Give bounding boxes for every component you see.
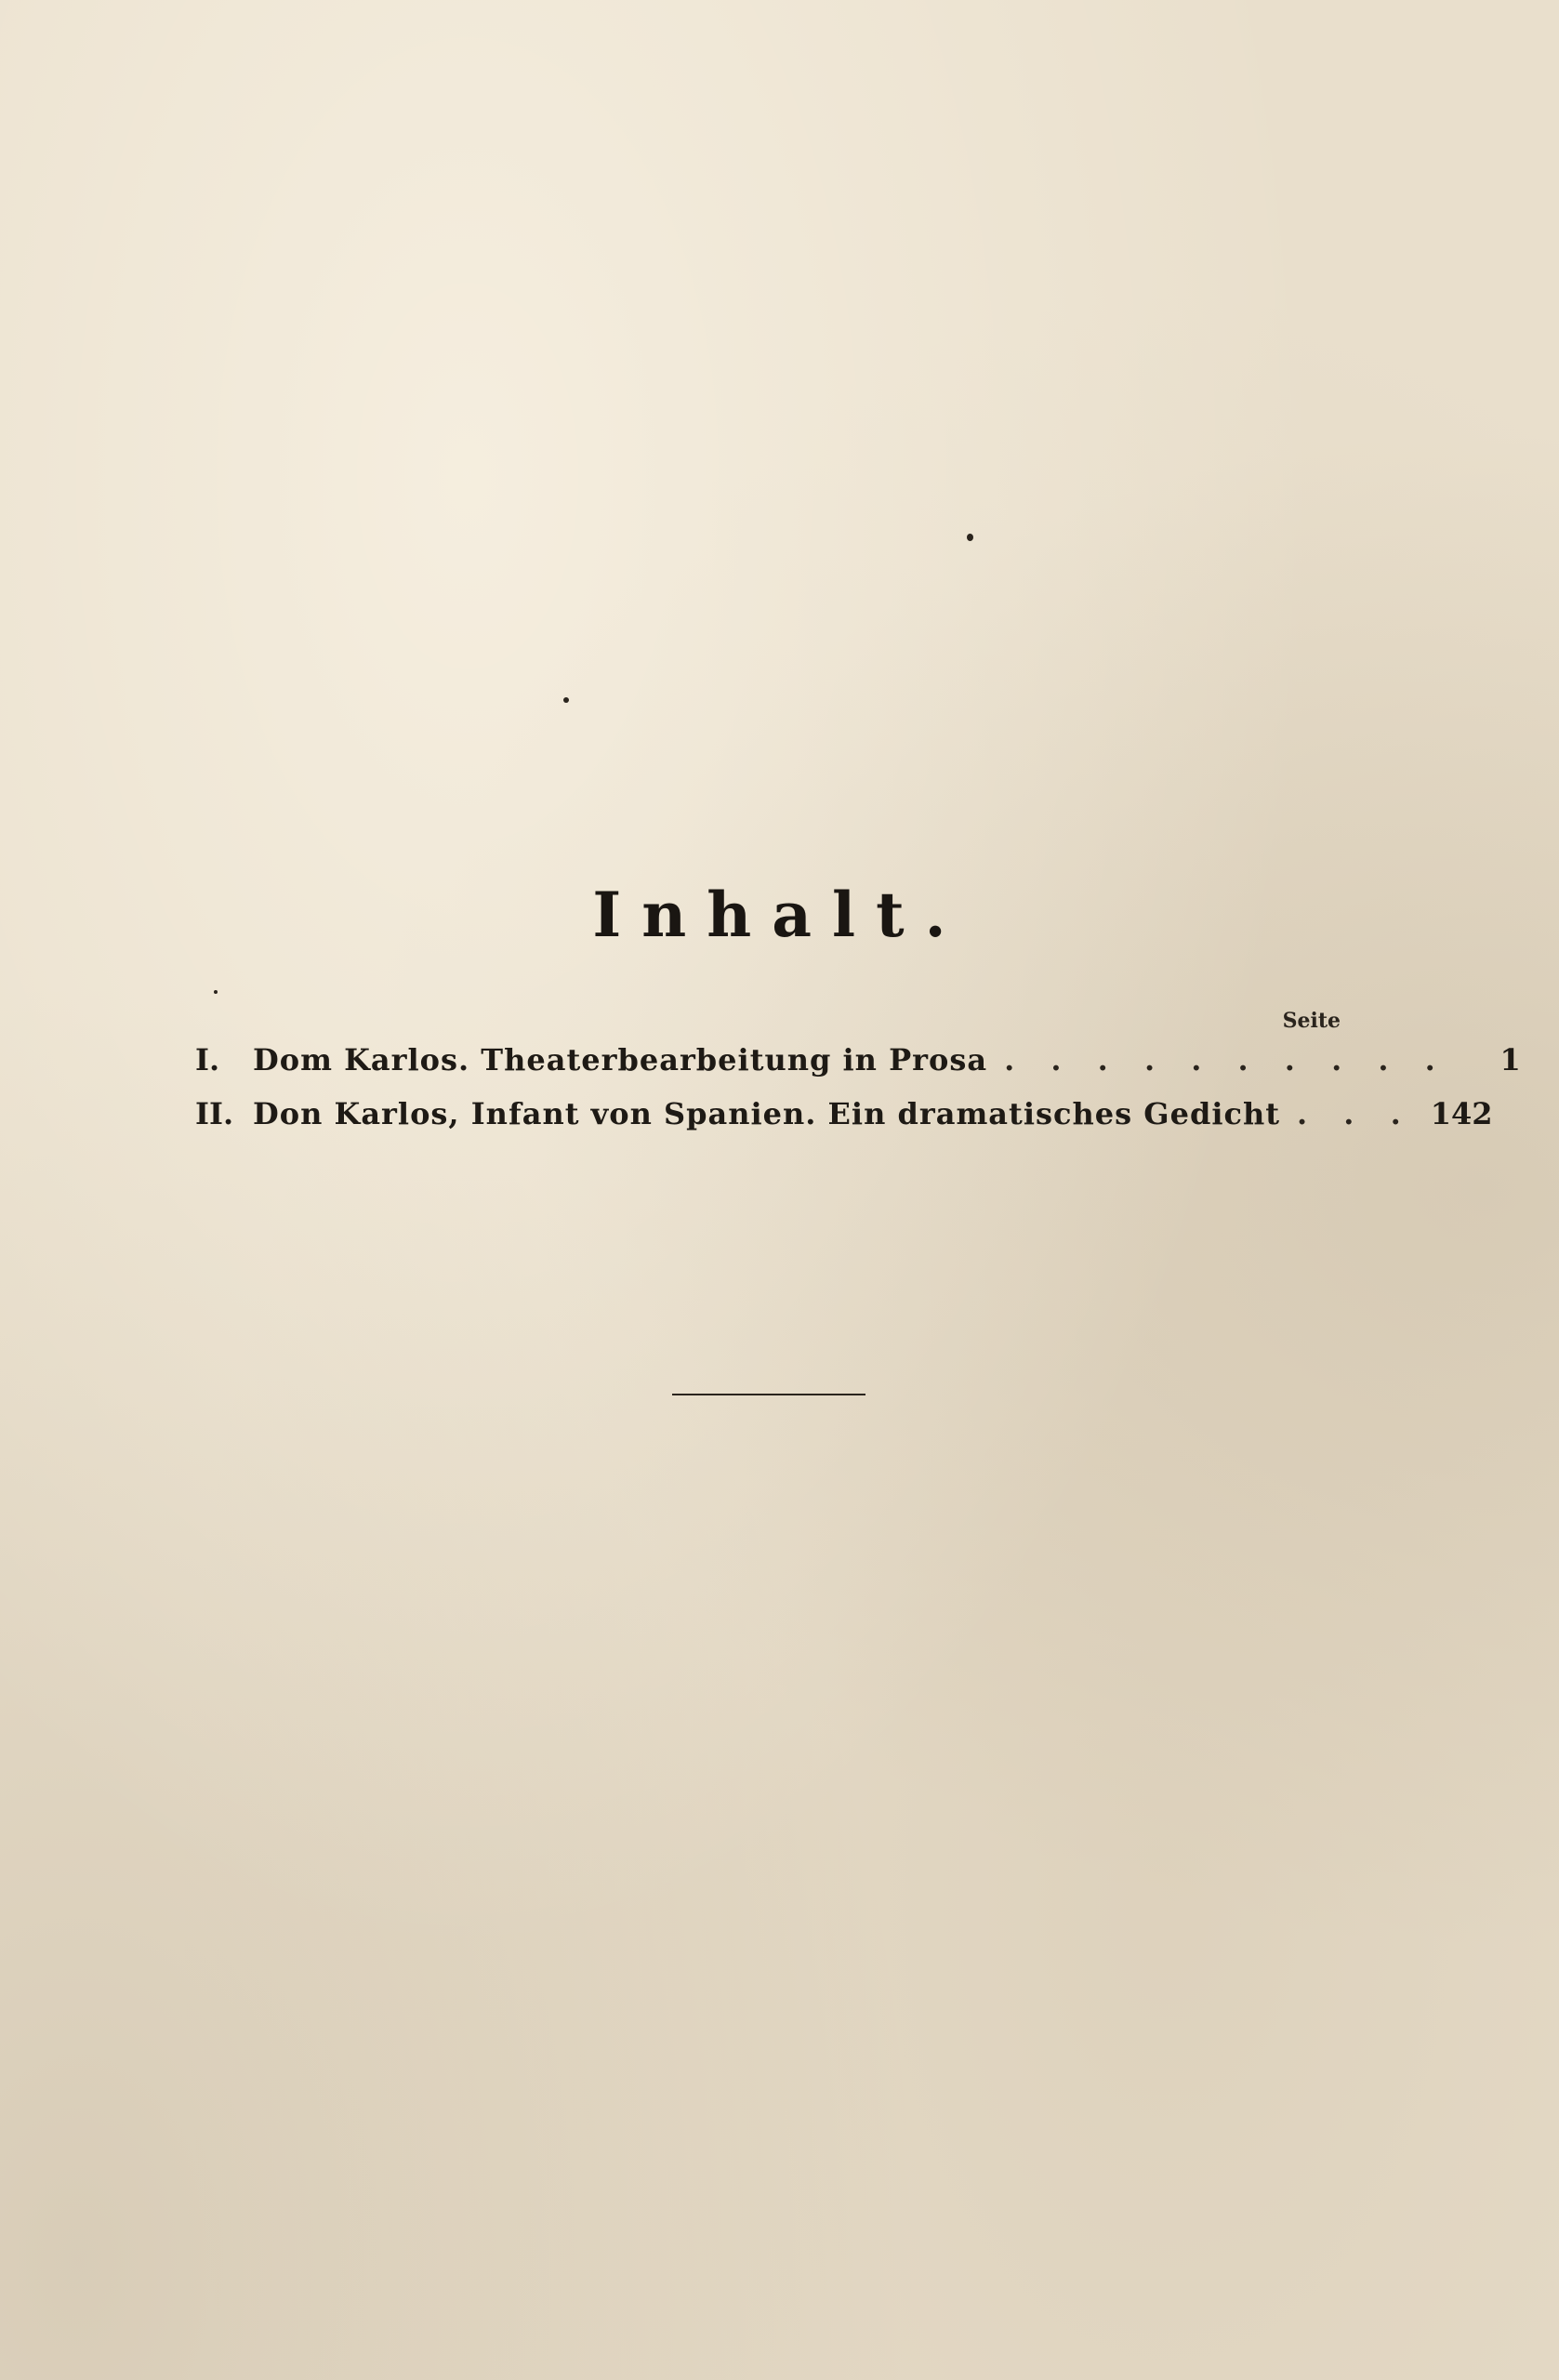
paper-speck <box>563 697 569 703</box>
page-column-label: Seite <box>1282 1009 1341 1033</box>
toc-entry-leader: . . . <box>1297 1096 1414 1131</box>
toc-entry <box>195 1096 1493 1150</box>
toc-entry <box>195 1042 1521 1096</box>
paper-speck <box>214 990 218 994</box>
page-heading: Inhalt. <box>592 879 967 951</box>
toc-entry-title: Dom Karlos. Theaterbearbeitung in Prosa <box>253 1042 988 1078</box>
toc-entry-number: II. <box>195 1096 234 1131</box>
paper-speck <box>967 534 973 541</box>
toc-entry-leader: . . . . . . . . . . <box>1004 1042 1448 1078</box>
closing-rule <box>672 1394 865 1395</box>
table-of-contents <box>195 1009 1521 1150</box>
toc-entry-page: 142 <box>1430 1096 1493 1131</box>
toc-entry-title: Don Karlos, Infant von Spanien. Ein dramatisches Gedicht <box>253 1096 1280 1131</box>
toc-entry-number: I. <box>195 1042 220 1078</box>
toc-entry-page: 1 <box>1500 1042 1521 1078</box>
